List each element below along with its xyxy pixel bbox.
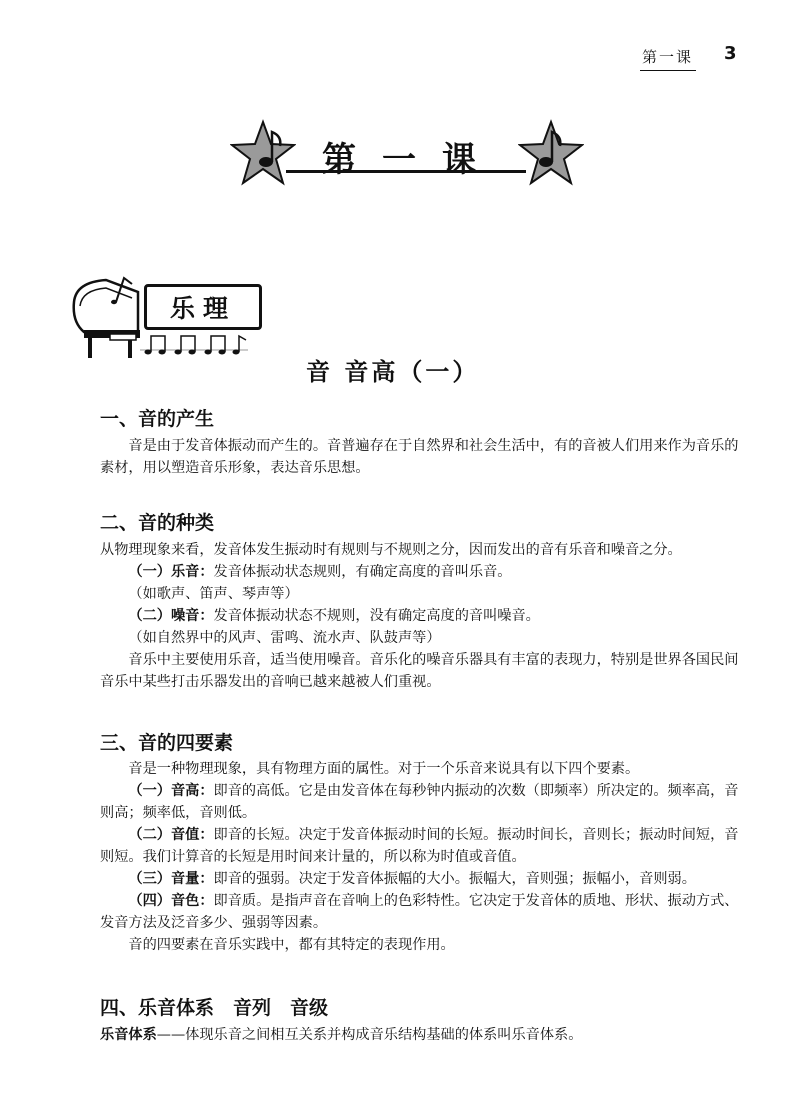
item-text: 即音的高低。它是由发音体在每秒钟内振动的次数（即频率）所决定的。频率高，音则高；频率低，音则低。 — [100, 783, 739, 821]
term-yueyin: （一）乐音： — [128, 564, 214, 580]
section-heading-3: 三、音的四要素 — [100, 732, 234, 754]
term-yinse: （四）音色： — [128, 893, 214, 909]
term-yinliang: （三）音量： — [128, 871, 214, 887]
running-head-title: 第一课 — [642, 48, 694, 66]
section-3-item-1 — [100, 780, 740, 824]
music-star-icon — [518, 118, 584, 188]
section-2-item-1 — [100, 561, 740, 583]
section-1-paragraph: 音是由于发音体振动而产生的。音普遍存在于自然界和社会生活中，有的音被人们用来作为音乐的素材，用以塑造音乐形象，表达音乐思想。 — [100, 438, 739, 476]
lesson-title: 第一课 — [322, 140, 502, 180]
section-3-item-2 — [100, 824, 740, 868]
section-3-intro: 音是一种物理现象，具有物理方面的属性。对于一个乐音来说具有以下四个要素。 — [128, 761, 640, 777]
section-2-closing: 音乐中主要使用乐音，适当使用噪音。音乐化的噪音乐器具有丰富的表现力，特别是世界各国民间音乐中某些打击乐器发出的音响已越来越被人们重视。 — [100, 652, 739, 690]
term-yinzhi: （二）音值： — [128, 827, 214, 843]
section-3-closing: 音的四要素在音乐实践中，都有其特定的表现作用。 — [128, 937, 455, 953]
page-number: 3 — [724, 43, 737, 64]
item-text: 发音体振动状态规则，有确定高度的音叫乐音。 — [213, 564, 512, 580]
running-head-rule — [640, 70, 696, 71]
section-heading-2: 二、音的种类 — [100, 512, 215, 534]
section-badge-label: 乐理 — [169, 294, 236, 323]
item-text: 即音的长短。决定于发音体振动时间的长短。振动时间长，音则长；振动时间短，音则短。我们计算音的长短是用时间来计量的，所以称为时值或音值。 — [100, 827, 739, 865]
term-zaoyin: （二）噪音： — [128, 608, 214, 624]
section-2-item-1-note: （如歌声、笛声、琴声等） — [128, 586, 299, 602]
section-2-item-2 — [100, 605, 740, 627]
section-heading-1: 一、音的产生 — [100, 408, 215, 430]
item-text: 即音的强弱。决定于发音体振幅的大小。振幅大，音则强；振幅小，音则弱。 — [213, 871, 696, 887]
term-yingao: （一）音高： — [128, 783, 214, 799]
section-heading-4: 四、乐音体系 音列 音级 — [100, 997, 329, 1019]
section-4-paragraph — [100, 1024, 740, 1046]
section-3-item-4 — [100, 890, 740, 934]
section-3-item-3 — [100, 868, 740, 890]
term-yueyin-tixi: 乐音体系 — [100, 1027, 157, 1043]
section-badge-box — [144, 284, 262, 330]
music-star-icon — [230, 118, 296, 188]
item-text: 发音体振动状态不规则，没有确定高度的音叫噪音。 — [213, 608, 540, 624]
page-heading: 音 音高（一） — [306, 358, 480, 386]
item-text: 即音质。是指声音在音响上的色彩特性。它决定于发音体的质地、形状、振动方式、发音方法及泛音多少、强弱等因素。 — [100, 893, 739, 931]
section-2-intro: 从物理现象来看，发音体发生振动时有规则与不规则之分，因而发出的音有乐音和噪音之分。 — [100, 542, 682, 558]
section-2-item-2-note: （如自然界中的风声、雷鸣、流水声、队鼓声等） — [128, 630, 441, 646]
definition-text: ——体现乐音之间相互关系并构成音乐结构基础的体系叫乐音体系。 — [156, 1027, 583, 1043]
section-badge — [66, 272, 256, 362]
lesson-title-block — [230, 112, 590, 192]
running-head — [640, 43, 740, 72]
